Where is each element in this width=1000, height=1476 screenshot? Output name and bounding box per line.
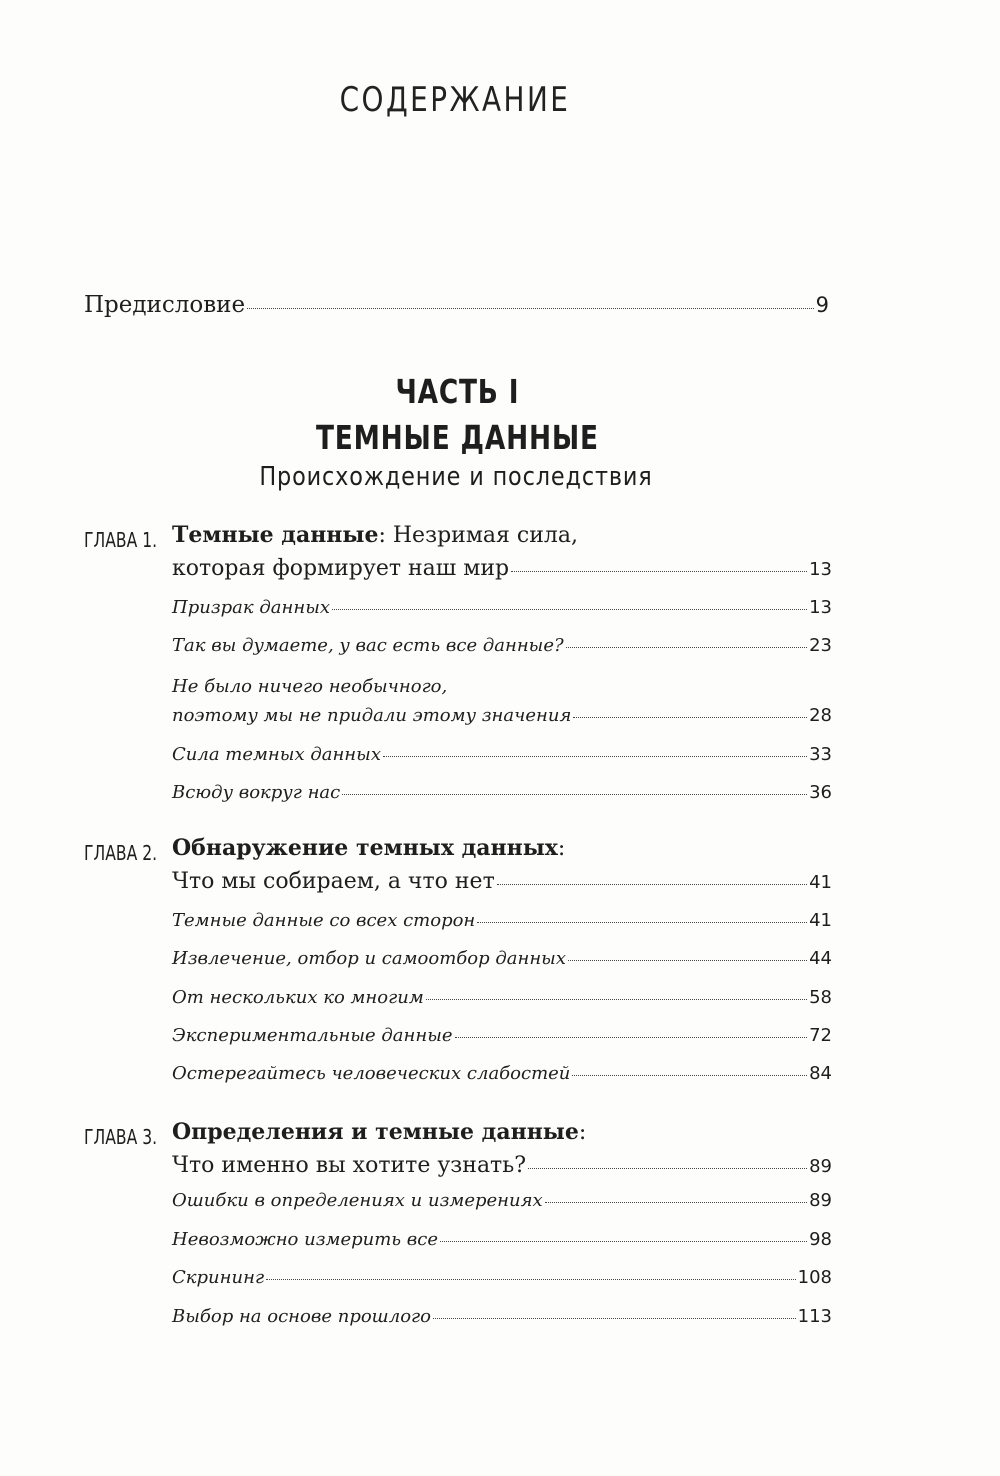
dot-leader	[433, 1318, 796, 1319]
toc-entry-section[interactable]	[172, 987, 832, 1008]
toc-heading: СОДЕРЖАНИЕ	[339, 80, 571, 120]
chapter-1-label: ГЛАВА 1.	[84, 528, 158, 552]
chapter-2-title-line2: Что мы собираем, а что нет	[172, 869, 495, 894]
chapter-3-title-rest: :	[578, 1120, 587, 1145]
chapter-3-label: ГЛАВА 3.	[84, 1125, 158, 1149]
toc-entry-section[interactable]	[172, 910, 832, 931]
chapter-2-entry[interactable]	[172, 869, 832, 894]
dot-leader	[545, 1202, 807, 1203]
section-page: 44	[809, 948, 832, 969]
section-page: 33	[809, 744, 832, 765]
chapter-1-entry[interactable]	[172, 556, 832, 581]
chapter-3-title-bold: Определения и темные данные	[172, 1119, 579, 1145]
dot-leader	[511, 571, 807, 572]
toc-entry-section[interactable]	[172, 635, 832, 656]
dot-leader	[383, 756, 807, 757]
section-title: Сила темных данных	[172, 744, 381, 765]
section-title: Ошибки в определениях и измерениях	[172, 1190, 543, 1211]
toc-entry-section[interactable]	[172, 1025, 832, 1046]
section-page: 13	[809, 597, 832, 618]
toc-entry-section[interactable]	[172, 1063, 832, 1084]
section-title: Темные данные со всех сторон	[172, 910, 476, 931]
section-title: Призрак данных	[172, 597, 331, 618]
preface-page: 9	[815, 293, 829, 317]
toc-entry-section[interactable]	[172, 782, 832, 803]
chapter-3-title-line2: Что именно вы хотите узнать?	[172, 1153, 526, 1178]
part-title: ТЕМНЫЕ ДАННЫЕ	[315, 418, 599, 457]
dot-leader	[528, 1168, 807, 1169]
dot-leader	[477, 922, 807, 923]
chapter-2-title-bold: Обнаружение темных данных	[172, 835, 558, 861]
section-page: 98	[809, 1229, 832, 1250]
part-subtitle: Происхождение и последствия	[259, 462, 653, 492]
chapter-1-title-line2: которая формирует наш мир	[172, 556, 510, 581]
section-title: Так вы думаете, у вас есть все данные?	[172, 635, 564, 656]
section-title: Выбор на основе прошлого	[172, 1306, 431, 1327]
section-page: 23	[809, 635, 832, 656]
section-title: Всюду вокруг нас	[172, 782, 341, 803]
section-title: Невозможно измерить все	[172, 1229, 439, 1250]
section-title: Скрининг	[172, 1267, 265, 1288]
dot-leader	[426, 999, 807, 1000]
chapter-2-label: ГЛАВА 2.	[84, 841, 158, 865]
section-page: 108	[797, 1267, 832, 1288]
chapter-2-page: 41	[809, 872, 832, 893]
toc-entry-section[interactable]	[172, 744, 832, 765]
toc-entry-section[interactable]	[172, 597, 832, 618]
chapter-3-entry[interactable]	[172, 1153, 832, 1178]
chapter-1-page: 13	[809, 559, 832, 580]
section-page: 41	[809, 910, 832, 931]
toc-entry-section[interactable]	[172, 1190, 832, 1211]
dot-leader	[573, 717, 807, 718]
section-page: 28	[809, 705, 832, 726]
chapter-1-title[interactable]	[172, 522, 578, 548]
preface-title: Предисловие	[84, 292, 246, 318]
section-page: 113	[797, 1306, 832, 1327]
section-title: Экспериментальные данные	[172, 1025, 453, 1046]
dot-leader	[247, 308, 814, 309]
section-page: 58	[809, 987, 832, 1008]
section-page: 84	[809, 1063, 832, 1084]
dot-leader	[455, 1037, 808, 1038]
chapter-1-title-rest: : Незримая сила,	[378, 523, 578, 548]
toc-entry-section[interactable]	[172, 948, 832, 969]
chapter-3-page: 89	[809, 1156, 832, 1177]
part-number: ЧАСТЬ I	[395, 372, 520, 411]
dot-leader	[572, 1075, 807, 1076]
chapter-2-title[interactable]	[172, 835, 565, 861]
toc-entry-section[interactable]	[172, 1267, 832, 1288]
chapter-2-title-rest: :	[557, 836, 566, 861]
dot-leader	[440, 1241, 807, 1242]
dot-leader	[266, 1279, 796, 1280]
section-title: От нескольких ко многим	[172, 987, 424, 1008]
section-page: 36	[809, 782, 832, 803]
section-title: Извлечение, отбор и самоотбор данных	[172, 948, 566, 969]
toc-entry-section[interactable]	[172, 1306, 832, 1327]
dot-leader	[497, 884, 807, 885]
section-page: 89	[809, 1190, 832, 1211]
toc-entry-section[interactable]	[172, 1229, 832, 1250]
section-title: Остерегайтесь человеческих слабостей	[172, 1063, 571, 1084]
section-title: поэтому мы не придали этому значения	[172, 705, 572, 726]
toc-entry-section[interactable]	[172, 705, 832, 726]
section-page: 72	[809, 1025, 832, 1046]
dot-leader	[332, 609, 807, 610]
toc-entry-preface[interactable]	[84, 292, 829, 318]
dot-leader	[566, 647, 807, 648]
section-title-line1: Не было ничего необычного,	[172, 676, 448, 697]
dot-leader	[568, 960, 807, 961]
chapter-1-title-bold: Темные данные	[172, 522, 379, 548]
chapter-3-title[interactable]	[172, 1119, 586, 1145]
dot-leader	[342, 794, 807, 795]
